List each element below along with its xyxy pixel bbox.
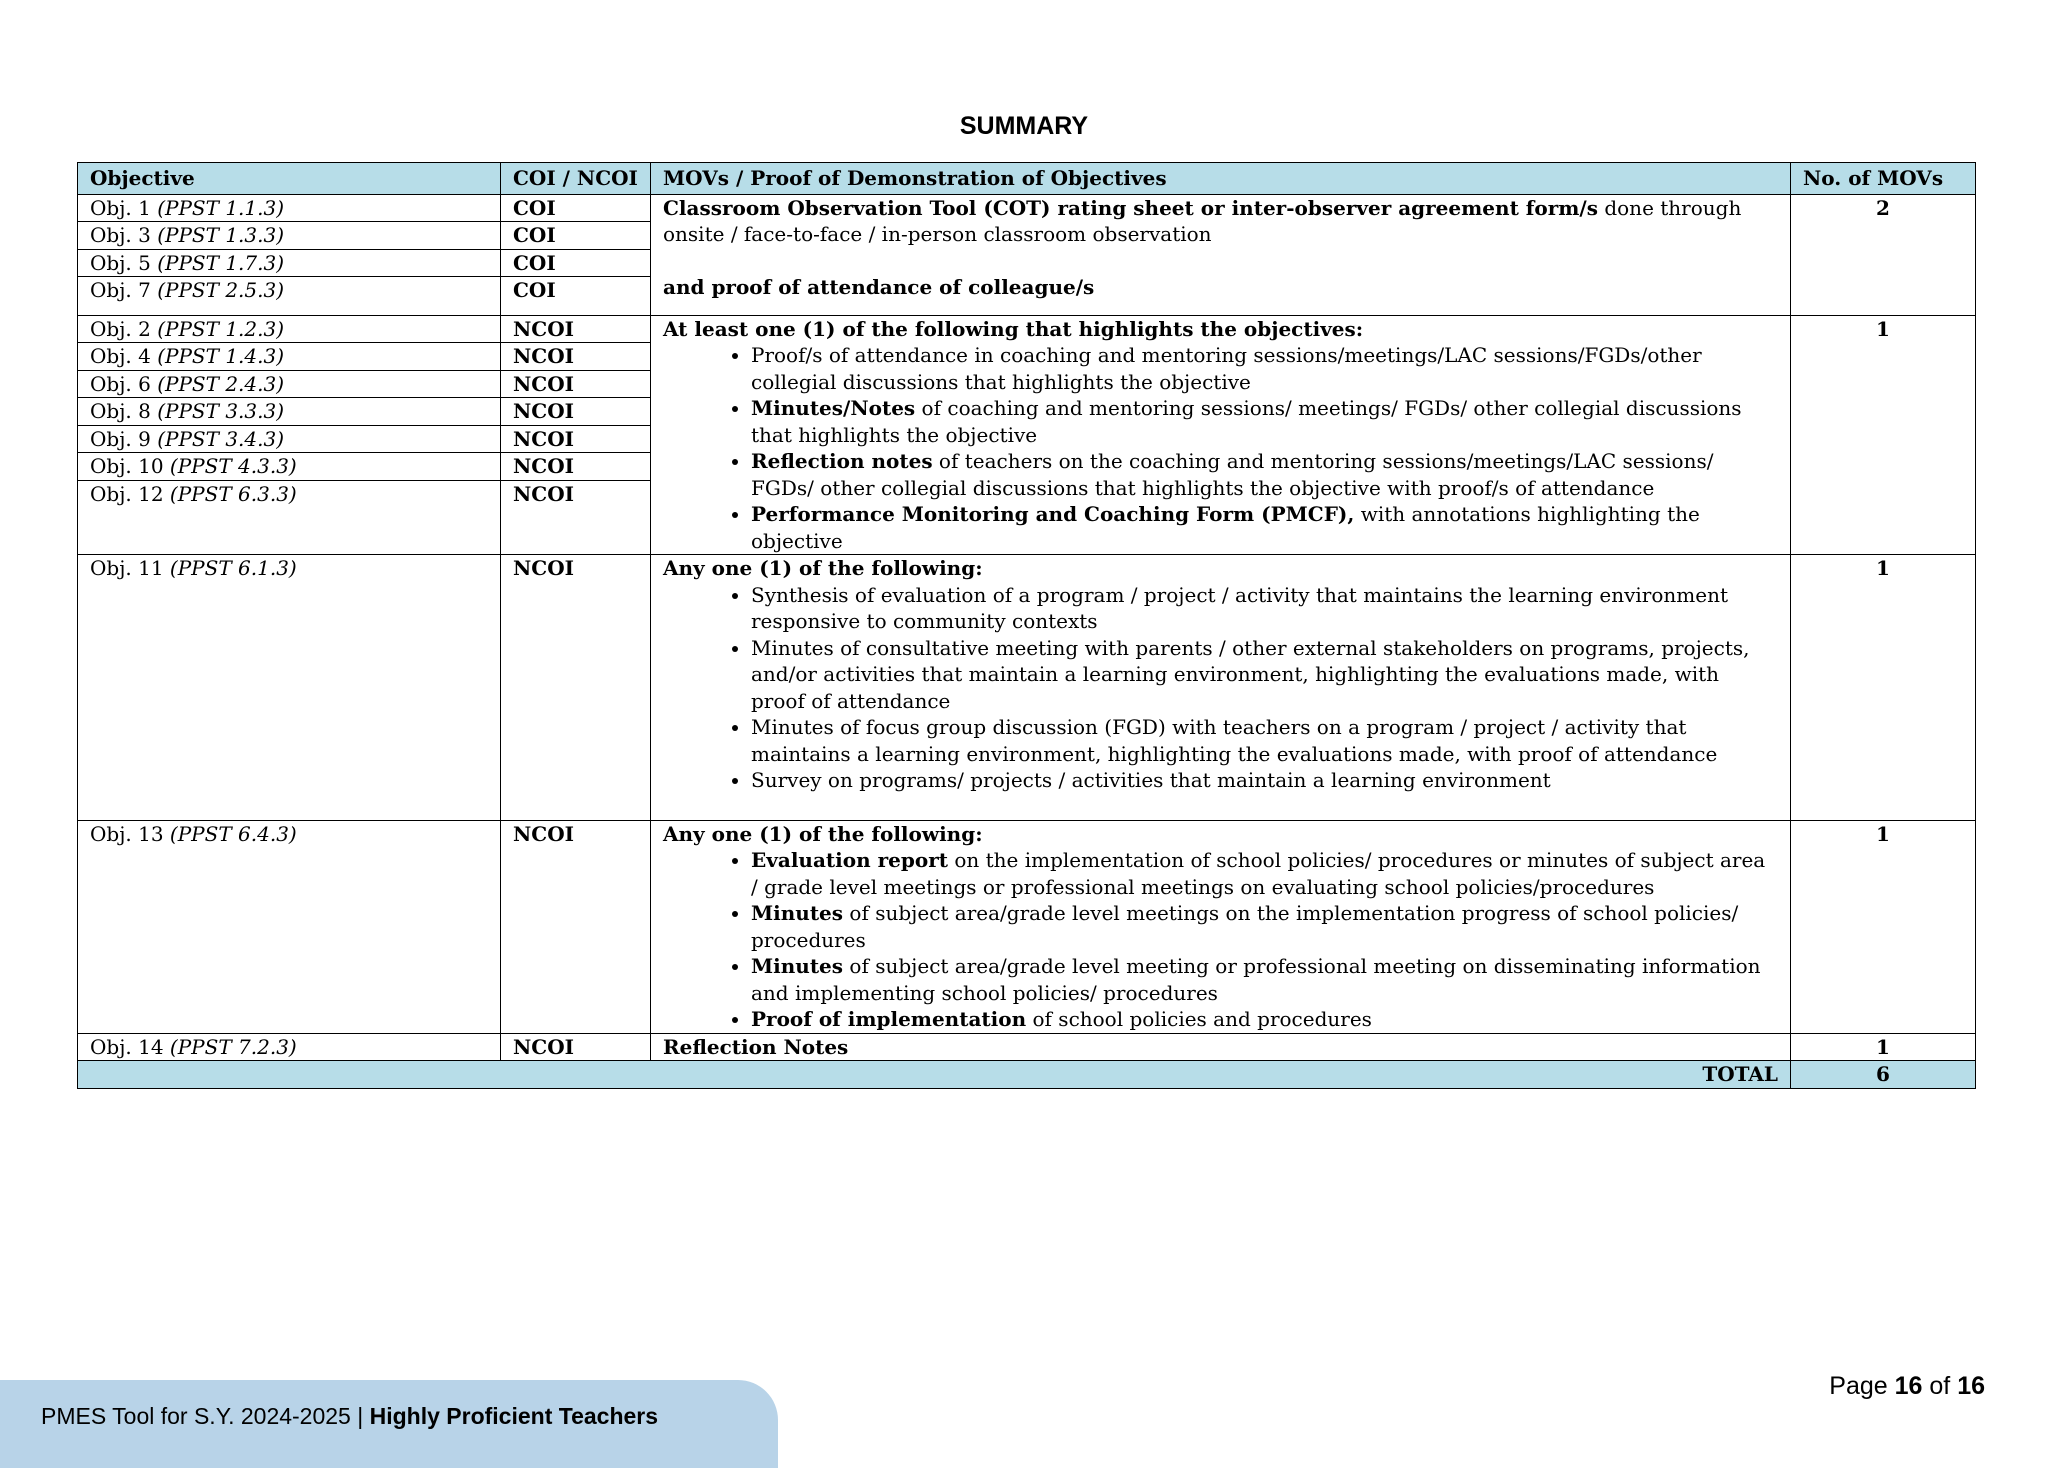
coi-list bbox=[501, 316, 650, 508]
footer-label: PMES Tool for S.Y. 2024-2025 | Highly Proficient Teachers bbox=[41, 1403, 659, 1429]
coi-type: NCOI bbox=[501, 398, 650, 426]
coi-type: NCOI bbox=[501, 820, 651, 1033]
table-row bbox=[78, 194, 1976, 315]
mov-intro: Any one (1) of the following: bbox=[663, 821, 983, 846]
table-row bbox=[78, 555, 1976, 821]
coi-type: NCOI bbox=[501, 316, 650, 343]
mov-cell: Classroom Observation Tool (COT) rating sheet or inter-observer agreement form/s done through onsite / face-to-face / in-person classroom observation and proof of attendance of colleague/s bbox=[651, 194, 1791, 315]
objective-cell: Obj. 3 (PPST 1.3.3) bbox=[78, 222, 500, 250]
list-item: • Minutes of focus group discussion (FGD) with teachers on a program / project / activity that maintains a learning environment, highlighting the evaluations made, with proof of attendance bbox=[751, 714, 1778, 767]
list-item: • Proof of implementation of school policies and procedures bbox=[751, 1006, 1778, 1033]
header-coi: COI / NCOI bbox=[501, 163, 651, 195]
objective-cell: Obj. 2 (PPST 1.2.3) bbox=[78, 316, 500, 343]
objective-cell: Obj. 12 (PPST 6.3.3) bbox=[90, 481, 297, 506]
page-title: SUMMARY bbox=[959, 112, 1089, 140]
list-item: • Reflection notes of teachers on the coaching and mentoring sessions/meetings/LAC sessions/ FGDs/ other collegial discussions that highlights the objective with proof/s of attendance bbox=[751, 448, 1778, 501]
mov-count: 1 bbox=[1791, 555, 1976, 821]
list-item: • Survey on programs/ projects / activities that maintain a learning environment bbox=[751, 767, 1778, 794]
summary-table bbox=[77, 162, 1976, 1089]
objective-cell: Obj. 14 (PPST 7.2.3) bbox=[78, 1033, 501, 1061]
list-item: • Minutes of subject area/grade level meetings on the implementation progress of school policies/ procedures bbox=[751, 900, 1778, 953]
header-objective: Objective bbox=[78, 163, 501, 195]
mov-intro: Any one (1) of the following: bbox=[663, 556, 983, 580]
list-item: • Synthesis of evaluation of a program / project / activity that maintains the learning environment responsive to community contexts bbox=[751, 582, 1778, 635]
objective-cell: Obj. 13 (PPST 6.4.3) bbox=[78, 820, 501, 1033]
total-row bbox=[78, 1061, 1976, 1089]
objective-cell: Obj. 4 (PPST 1.4.3) bbox=[78, 343, 500, 371]
table-row bbox=[78, 820, 1976, 1033]
objective-cell: Obj. 7 (PPST 2.5.3) bbox=[90, 278, 285, 302]
mov-count: 1 bbox=[1791, 1033, 1976, 1061]
coi-type: COI bbox=[501, 222, 650, 250]
header-row bbox=[78, 163, 1976, 195]
mov-cell bbox=[651, 820, 1791, 1033]
coi-type: NCOI bbox=[513, 481, 574, 506]
total-value: 6 bbox=[1791, 1061, 1976, 1089]
coi-type: NCOI bbox=[501, 1033, 651, 1061]
coi-type: NCOI bbox=[501, 555, 651, 821]
objective-cell: Obj. 1 (PPST 1.1.3) bbox=[78, 195, 500, 222]
list-item: • Evaluation report on the implementation of school policies/ procedures or minutes of subject area / grade level meetings or professional meetings on evaluating school policies/procedures bbox=[751, 847, 1778, 900]
coi-type: COI bbox=[501, 195, 650, 222]
mov-cell bbox=[651, 315, 1791, 555]
mov-list bbox=[663, 847, 1778, 1033]
coi-list bbox=[501, 195, 650, 304]
list-item: • Minutes of subject area/grade level meeting or professional meeting on disseminating information and implementing school policies/ procedures bbox=[751, 953, 1778, 1006]
objective-cell: Obj. 6 (PPST 2.4.3) bbox=[78, 370, 500, 398]
header-movs: MOVs / Proof of Demonstration of Objectives bbox=[651, 163, 1791, 195]
table-row bbox=[78, 1033, 1976, 1061]
mov-cell bbox=[651, 555, 1791, 821]
objective-cell: Obj. 8 (PPST 3.3.3) bbox=[78, 398, 500, 426]
objective-list bbox=[78, 195, 500, 304]
objective-cell: Obj. 11 (PPST 6.1.3) bbox=[78, 555, 501, 821]
list-item: • Proof/s of attendance in coaching and mentoring sessions/meetings/LAC sessions/FGDs/other collegial discussions that highlights the objective bbox=[751, 342, 1778, 395]
coi-type: NCOI bbox=[501, 370, 650, 398]
header-count: No. of MOVs bbox=[1791, 163, 1976, 195]
mov-count: 1 bbox=[1791, 820, 1976, 1033]
objective-cell: Obj. 10 (PPST 4.3.3) bbox=[78, 453, 500, 481]
mov-intro: At least one (1) of the following that highlights the objectives: bbox=[663, 316, 1364, 341]
table-row bbox=[78, 315, 1976, 555]
coi-type: COI bbox=[513, 278, 556, 302]
objective-cell: Obj. 5 (PPST 1.7.3) bbox=[78, 249, 500, 277]
objective-list bbox=[78, 316, 500, 508]
list-item: • Minutes of consultative meeting with parents / other external stakeholders on programs, projects, and/or activities that maintain a learning environment, highlighting the evaluations made, with proof of attendance bbox=[751, 635, 1778, 715]
mov-count: 2 bbox=[1791, 194, 1976, 315]
coi-type: NCOI bbox=[501, 453, 650, 481]
mov-list bbox=[663, 342, 1778, 554]
coi-type: NCOI bbox=[501, 425, 650, 453]
list-item: • Performance Monitoring and Coaching Form (PMCF), with annotations highlighting the objective bbox=[751, 501, 1778, 554]
coi-type: NCOI bbox=[501, 343, 650, 371]
coi-type: COI bbox=[501, 249, 650, 277]
total-label: TOTAL bbox=[78, 1061, 1791, 1089]
page-number: Page 16 of 16 bbox=[1829, 1372, 1985, 1400]
list-item: • Minutes/Notes of coaching and mentoring sessions/ meetings/ FGDs/ other collegial discussions that highlights the objective bbox=[751, 395, 1778, 448]
objective-cell: Obj. 9 (PPST 3.4.3) bbox=[78, 425, 500, 453]
mov-cell: Reflection Notes bbox=[651, 1033, 1791, 1061]
mov-count: 1 bbox=[1791, 315, 1976, 555]
mov-list bbox=[663, 582, 1778, 794]
